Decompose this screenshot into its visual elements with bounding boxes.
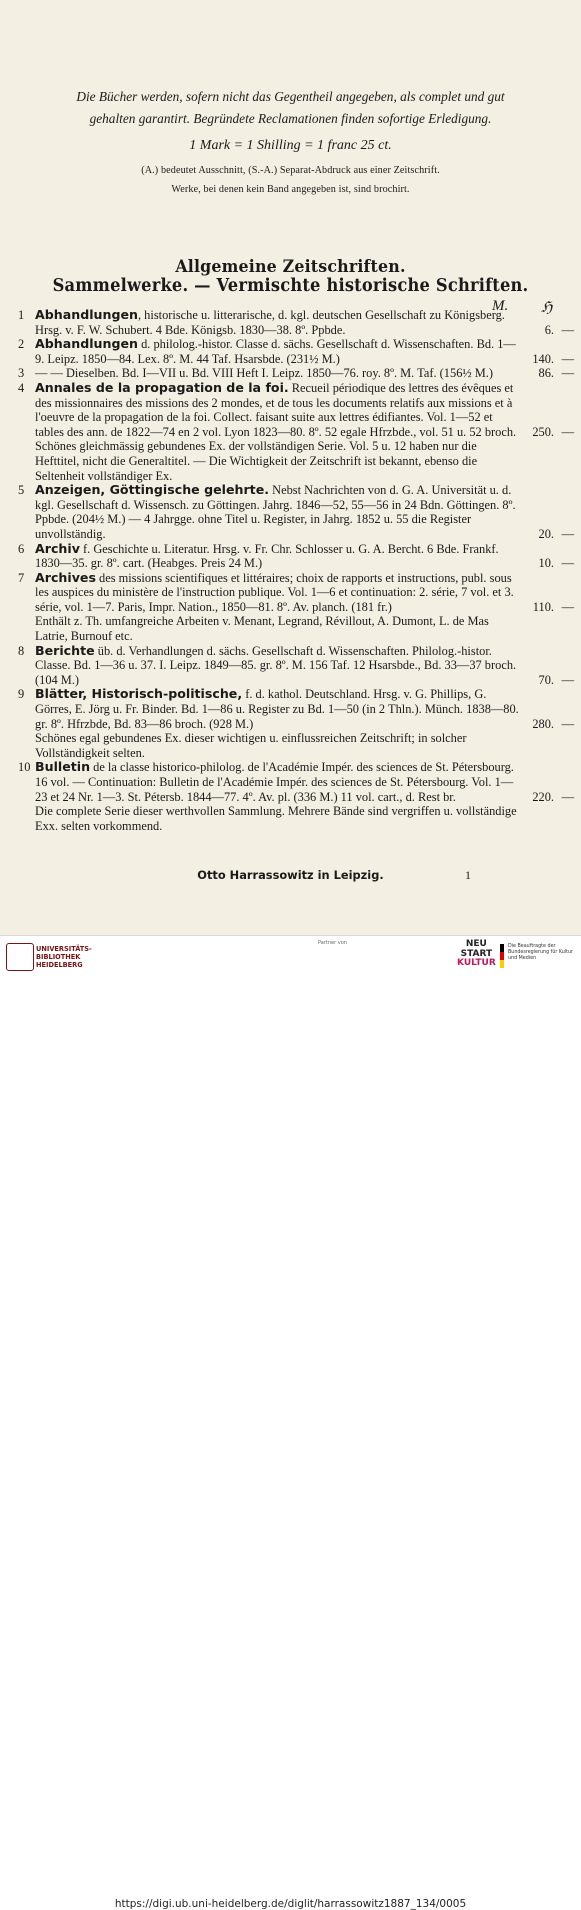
entry-price: 10.	[538, 556, 554, 571]
entry-price: 20.	[538, 526, 554, 541]
entry-pf-dash: —	[561, 424, 574, 439]
entry-heading: Abhandlungen	[35, 307, 138, 322]
catalog-entry	[18, 379, 574, 439]
entry-text: Nebst Nachrichten von d. G. A. Universität u. d. kgl. Gesellschaft d. Wissensch. zu Göttingen. Jahrg. 1846—52, 55—56 in 24 Bdn. Göttingen. 8º. Ppbde. (204½ M.) — 4 Jahrgge. ohne Titel u. Register, in Jahrg. 1852 u. 55 die Register unvollständig.	[35, 483, 516, 541]
publisher-footer: Otto Harrassowitz in Leipzig.	[197, 868, 384, 882]
entry-text: f. d. kathol. Deutschland. Hrsg. v. G. Phillips, G. Görres, E. Jörg u. Fr. Binder. Bd. 1—86 u. Register zu Bd. 1—50 (in 2 Thln.). Münch. 1838—80. gr. 8º. Hfrzbde, Bd. 83—86 broch. (928 M.)	[35, 687, 519, 731]
viewer-footer	[0, 935, 581, 1910]
abbreviation-note: (A.) bedeutet Ausschnitt, (S.-A.) Separat-Abdruck aus einer Zeitschrift.	[141, 165, 440, 176]
entry-price: 220.	[532, 789, 554, 804]
catalog-entry	[18, 686, 574, 731]
section-subtitle: Sammelwerke. — Vermischte historische Schriften.	[52, 276, 529, 296]
catalog-entry	[18, 336, 574, 366]
entry-note: Die complete Serie dieser werthvollen Sammlung. Mehrere Bände sind vergriffen u. vollständige Exx. selten vorkommend.	[35, 804, 517, 833]
source-url[interactable]: https://digi.ub.uni-heidelberg.de/diglit/harrassowitz1887_134/0005	[114, 1898, 467, 1910]
entry-number: 8	[18, 643, 25, 658]
entry-pf-dash: —	[561, 351, 574, 366]
entry-text: , historische u. litterarische, d. kgl. deutschen Gesellschaft zu Königsberg. Hrsg. v. F. W. Schubert. 4 Bde. Königsb. 1830—38. 8º. Ppbde.	[35, 308, 505, 337]
entry-price: 6.	[544, 322, 554, 337]
catalog-entry	[18, 569, 574, 615]
neustart-line-1: NEU	[465, 939, 487, 949]
entry-heading: Abhandlungen	[35, 336, 138, 352]
federal-logo-text: Die Beauftragte der Bundesregierung für Kultur und Medien	[508, 944, 574, 961]
entry-number: 7	[18, 570, 25, 585]
entry-number: 5	[18, 483, 25, 498]
entry-price: 280.	[532, 716, 554, 731]
neustart-kultur-logo[interactable]	[457, 940, 496, 969]
intro-line-1: Die Bücher werden, sofern nicht das Gegentheil angegeben, als complet und gut	[76, 89, 505, 104]
entry-pf-dash: —	[561, 322, 574, 337]
entry-number: 6	[18, 541, 25, 556]
entry-text: — — Dieselben. Bd. I—VII u. Bd. VIII Heft I. Leipz. 1850—76. roy. 8º. M. Taf. (156½ M.)	[35, 366, 494, 381]
entry-number: 3	[18, 366, 25, 381]
entry-pf-dash: —	[561, 672, 574, 687]
university-library-logo[interactable]	[6, 943, 116, 971]
entry-note: Schönes egal gebundenes Ex. dieser wichtigen u. einflussreichen Zeitschrift; in solcher Vollständigkeit selten.	[35, 731, 467, 760]
entry-pf-dash: —	[561, 526, 574, 541]
entry-heading: Blätter, Historisch-politische,	[35, 686, 243, 702]
entry-number: 9	[18, 687, 25, 702]
entry-heading: Annales de la propagation de la foi.	[35, 379, 289, 395]
intro-line-2: gehalten garantirt. Begründete Reclamationen finden sofortige Erledigung.	[89, 111, 492, 126]
catalog-entry	[18, 366, 574, 381]
intro-block	[0, 86, 581, 197]
entry-pf-dash: —	[561, 556, 574, 571]
entry-price: 86.	[538, 366, 554, 381]
entry-pf-dash: —	[561, 716, 574, 731]
entry-note: Enthält z. Th. umfangreiche Arbeiten v. Menant, Legrand, Révillout, A. Dumont, L. de Mas Latrie, Burnouf etc.	[35, 614, 489, 644]
entry-heading: Anzeigen, Göttingische gelehrte.	[35, 482, 270, 498]
entry-pf-dash: —	[561, 599, 574, 614]
entry-number: 10	[18, 760, 31, 775]
entry-pf-dash: —	[561, 366, 574, 381]
entry-number: 1	[18, 308, 25, 322]
currency-pf-header: ℌ	[541, 300, 553, 316]
page-number: 1	[465, 868, 471, 882]
neustart-line-3: KULTUR	[457, 958, 496, 968]
university-seal-icon	[6, 943, 34, 971]
entry-text: des missions scientifiques et littéraires; choix de rapports et instructions, publ. sous les auspices du ministère de l'instruction publique. Vol. 1—6 et continuation: 2. série, 7 vol. et 3. série, vol. 1—7. Paris, Impr. Nation., 1850—81. 8º. Av. planch. (181 fr.)	[35, 570, 514, 614]
entry-price: 140.	[532, 351, 554, 366]
catalog-entry	[18, 759, 574, 804]
entry-text: f. Geschichte u. Literatur. Hrsg. v. Fr. Chr. Schlosser u. G. A. Bercht. 6 Bde. Frankf. 1830—35. gr. 8º. cart. (Heabges. Preis 24 M.)	[35, 541, 499, 571]
catalog-entry	[18, 307, 574, 337]
entry-pf-dash: —	[561, 789, 574, 804]
exchange-rate: 1 Mark = 1 Shilling = 1 franc 25 ct.	[189, 138, 392, 153]
entry-text: d. philolog.-histor. Classe d. sächs. Gesellschaft d. Wissenschaften. Bd. 1—9. Leipz. 1850—84. Lex. 8º. M. 44 Taf. Hsarsbde. (231½ M.)	[35, 337, 516, 366]
university-logo-text: UNIVERSITÄTS- BIBLIOTHEK HEIDELBERG	[36, 945, 92, 969]
entry-price: 110.	[532, 599, 554, 614]
neustart-line-2: START	[460, 948, 493, 959]
entry-text: Recueil périodique des lettres des évêques et des missionnaires des missions des 2 mondes, et de tous les documents relatifs aux missions et à l'oeuvre de la propagation de la foi. Collect. faisant suite aux lettres édifiantes. Vol. 1—52 et tables des ann. de 1822—74 en 2 vol. Lyon 1823—80. 8º. 52 egale Hfrzbde., vol. 51 u. 52 broch.	[35, 380, 517, 439]
entry-number: 2	[18, 337, 25, 352]
section-title: Allgemeine Zeitschriften.	[175, 257, 406, 277]
entry-text: üb. d. Verhandlungen d. sächs. Gesellschaft d. Wissenschaften. Philolog.-histor. Classe. Bd. 1—36 u. 37. I. Leipz. 1849—85. gr. 8º. M. 156 Taf. 12 Hsarsbde., Bd. 33—37 broch. (104 M.)	[35, 643, 517, 687]
entry-heading: Berichte	[35, 642, 95, 658]
entry-heading: Archiv	[35, 540, 80, 556]
entry-price: 70.	[538, 672, 554, 687]
currency-mark-header: M.	[492, 298, 509, 314]
entry-heading: Bulletin	[35, 759, 91, 775]
partner-label: Partner von	[318, 940, 347, 946]
german-flag-icon	[500, 944, 504, 968]
entry-price: 250.	[532, 424, 554, 439]
federal-government-logo[interactable]	[500, 942, 576, 970]
binding-note: Werke, bei denen kein Band angegeben ist, sind brochirt.	[171, 184, 410, 195]
entry-list	[18, 307, 574, 833]
catalog-entry	[18, 642, 574, 688]
entry-text: de la classe historico-philolog. de l'Académie Impér. des sciences de St. Pétersbourg. 16 vol. — Continuation: Bulletin de l'Académie Impér. des sciences de St. Pétersbourg. Vol. 1—23 et 24 Nr. 1—3. St. Pétersb. 1844—77. 4º. Av. pl. (336 M.) 11 vol. cart., d. Rest br.	[35, 760, 514, 804]
entry-heading: Archives	[35, 569, 96, 585]
catalog-page	[0, 0, 581, 935]
catalog-entry	[18, 540, 574, 571]
catalog-entry	[18, 482, 574, 541]
entry-number: 4	[18, 380, 25, 395]
entry-note: Schönes gleichmässig gebundenes Ex. der vollständigen Serie. Vol. 5 u. 12 haben nur die Hefttitel, nicht die Generaltitel. — Die Wichtigkeit der Zeitschrift ist bekannt, ebenso die Seltenheit vollständiger Ex.	[35, 439, 478, 483]
